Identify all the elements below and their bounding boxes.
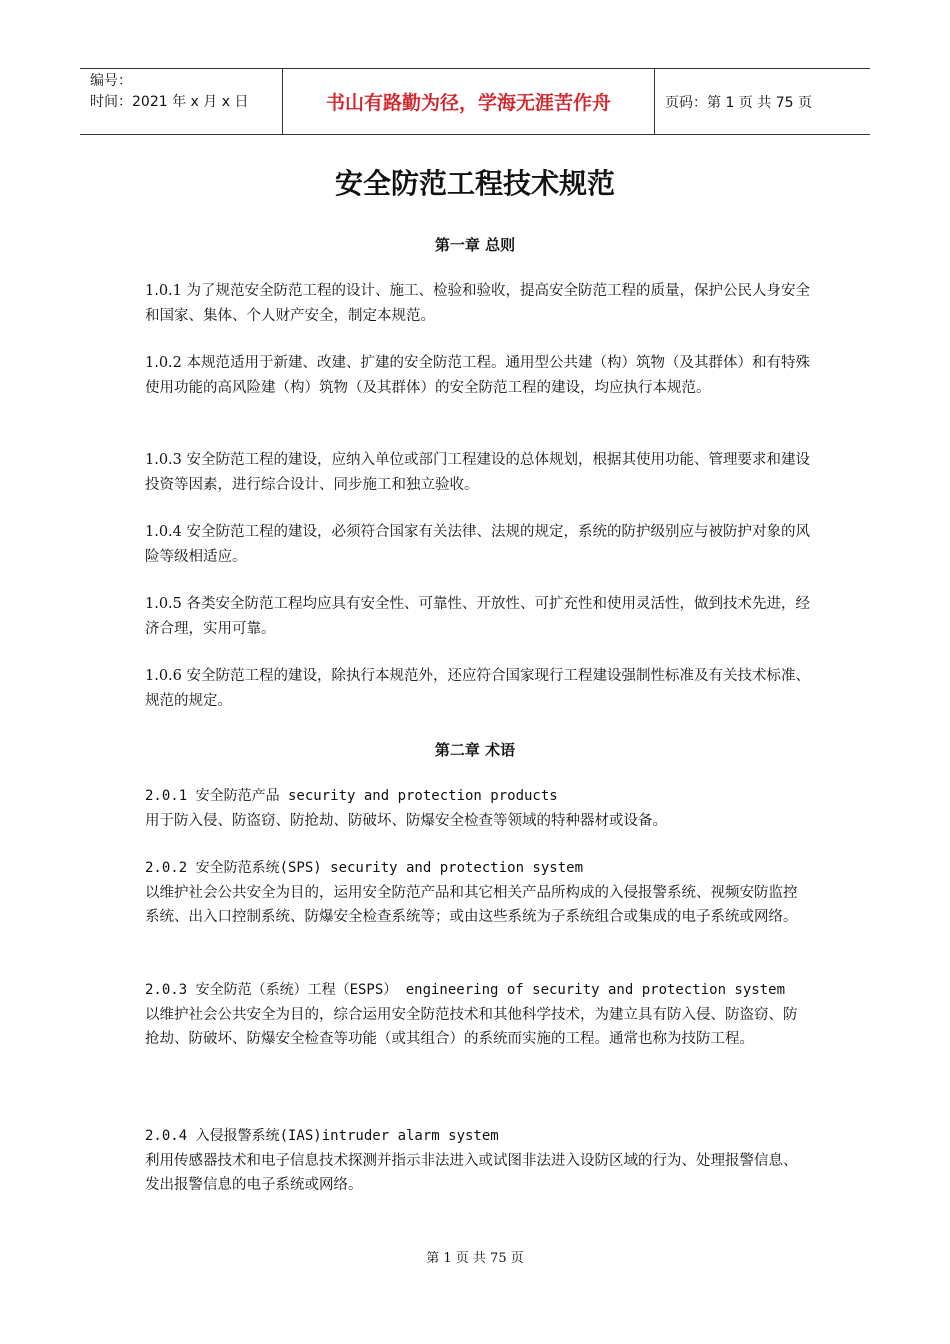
document-date-label: 时间：2021 年 x 月 x 日 bbox=[90, 94, 249, 110]
term-heading: 2.0.3 安全防范（系统）工程（ESPS） engineering of security and protection system bbox=[145, 982, 786, 998]
term-heading: 2.0.2 安全防范系统(SPS) security and protection system bbox=[145, 860, 584, 876]
document-title: 安全防范工程技术规范 bbox=[334, 167, 615, 200]
term-2-0-2 bbox=[145, 856, 810, 930]
clause-1-0-5: 1.0.5 各类安全防范工程均应具有安全性、可靠性、开放性、可扩充性和使用灵活性，做到技术先进，经济合理，实用可靠。 bbox=[145, 596, 810, 637]
term-definition: 用于防入侵、防盗窃、防抢劫、防破坏、防爆安全检查等领域的特种器材或设备。 bbox=[145, 812, 667, 829]
page-header-table bbox=[80, 68, 870, 135]
clause-1-0-2: 1.0.2 本规范适用于新建、改建、扩建的安全防范工程。通用型公共建（构）筑物（及其群体）和有特殊使用功能的高风险建（构）筑物（及其群体）的安全防范工程的建设，均应执行本规范。 bbox=[145, 355, 810, 396]
term-definition: 以维护社会公共安全为目的，综合运用安全防范技术和其他科学技术，为建立具有防入侵、防盗窃、防抢劫、防破坏、防爆安全检查等功能（或其组合）的系统而实施的工程。通常也称为技防工程。 bbox=[145, 1006, 798, 1047]
term-heading: 2.0.1 安全防范产品 security and protection products bbox=[145, 788, 558, 804]
clause-1-0-1: 1.0.1 为了规范安全防范工程的设计、施工、检验和验收，提高安全防范工程的质量，保护公民人身安全和国家、集体、个人财产安全，制定本规范。 bbox=[145, 283, 810, 324]
term-definition: 以维护社会公共安全为目的，运用安全防范产品和其它相关产品所构成的入侵报警系统、视频安防监控系统、出入口控制系统、防爆安全检查系统等；或由这些系统为子系统组合或集成的电子系统或网络。 bbox=[145, 884, 798, 925]
header-page-info: 页码：第 1 页 共 75 页 bbox=[665, 94, 812, 111]
term-2-0-3 bbox=[145, 978, 810, 1052]
header-motto: 书山有路勤为径，学海无涯苦作舟 bbox=[282, 69, 655, 134]
chapter-2-heading: 第二章 术语 bbox=[434, 741, 516, 759]
term-heading: 2.0.4 入侵报警系统(IAS)intruder alarm system bbox=[145, 1128, 499, 1144]
clause-1-0-6: 1.0.6 安全防范工程的建设，除执行本规范外，还应符合国家现行工程建设强制性标准及有关技术标准、规范的规定。 bbox=[145, 668, 810, 709]
header-meta bbox=[80, 69, 282, 134]
term-2-0-1 bbox=[145, 784, 810, 833]
term-definition: 利用传感器技术和电子信息技术探测并指示非法进入或试图非法进入设防区域的行为、处理报警信息、发出报警信息的电子系统或网络。 bbox=[145, 1152, 798, 1193]
clause-1-0-4: 1.0.4 安全防范工程的建设，必须符合国家有关法律、法规的规定，系统的防护级别应与被防护对象的风险等级相适应。 bbox=[145, 524, 810, 565]
clause-1-0-3: 1.0.3 安全防范工程的建设，应纳入单位或部门工程建设的总体规划，根据其使用功能、管理要求和建设投资等因素，进行综合设计、同步施工和独立验收。 bbox=[145, 452, 810, 493]
term-2-0-4 bbox=[145, 1124, 810, 1198]
page-footer: 第 1 页 共 75 页 bbox=[426, 1251, 524, 1266]
document-number-label: 编号： bbox=[90, 73, 132, 89]
chapter-1-heading: 第一章 总则 bbox=[434, 236, 516, 254]
